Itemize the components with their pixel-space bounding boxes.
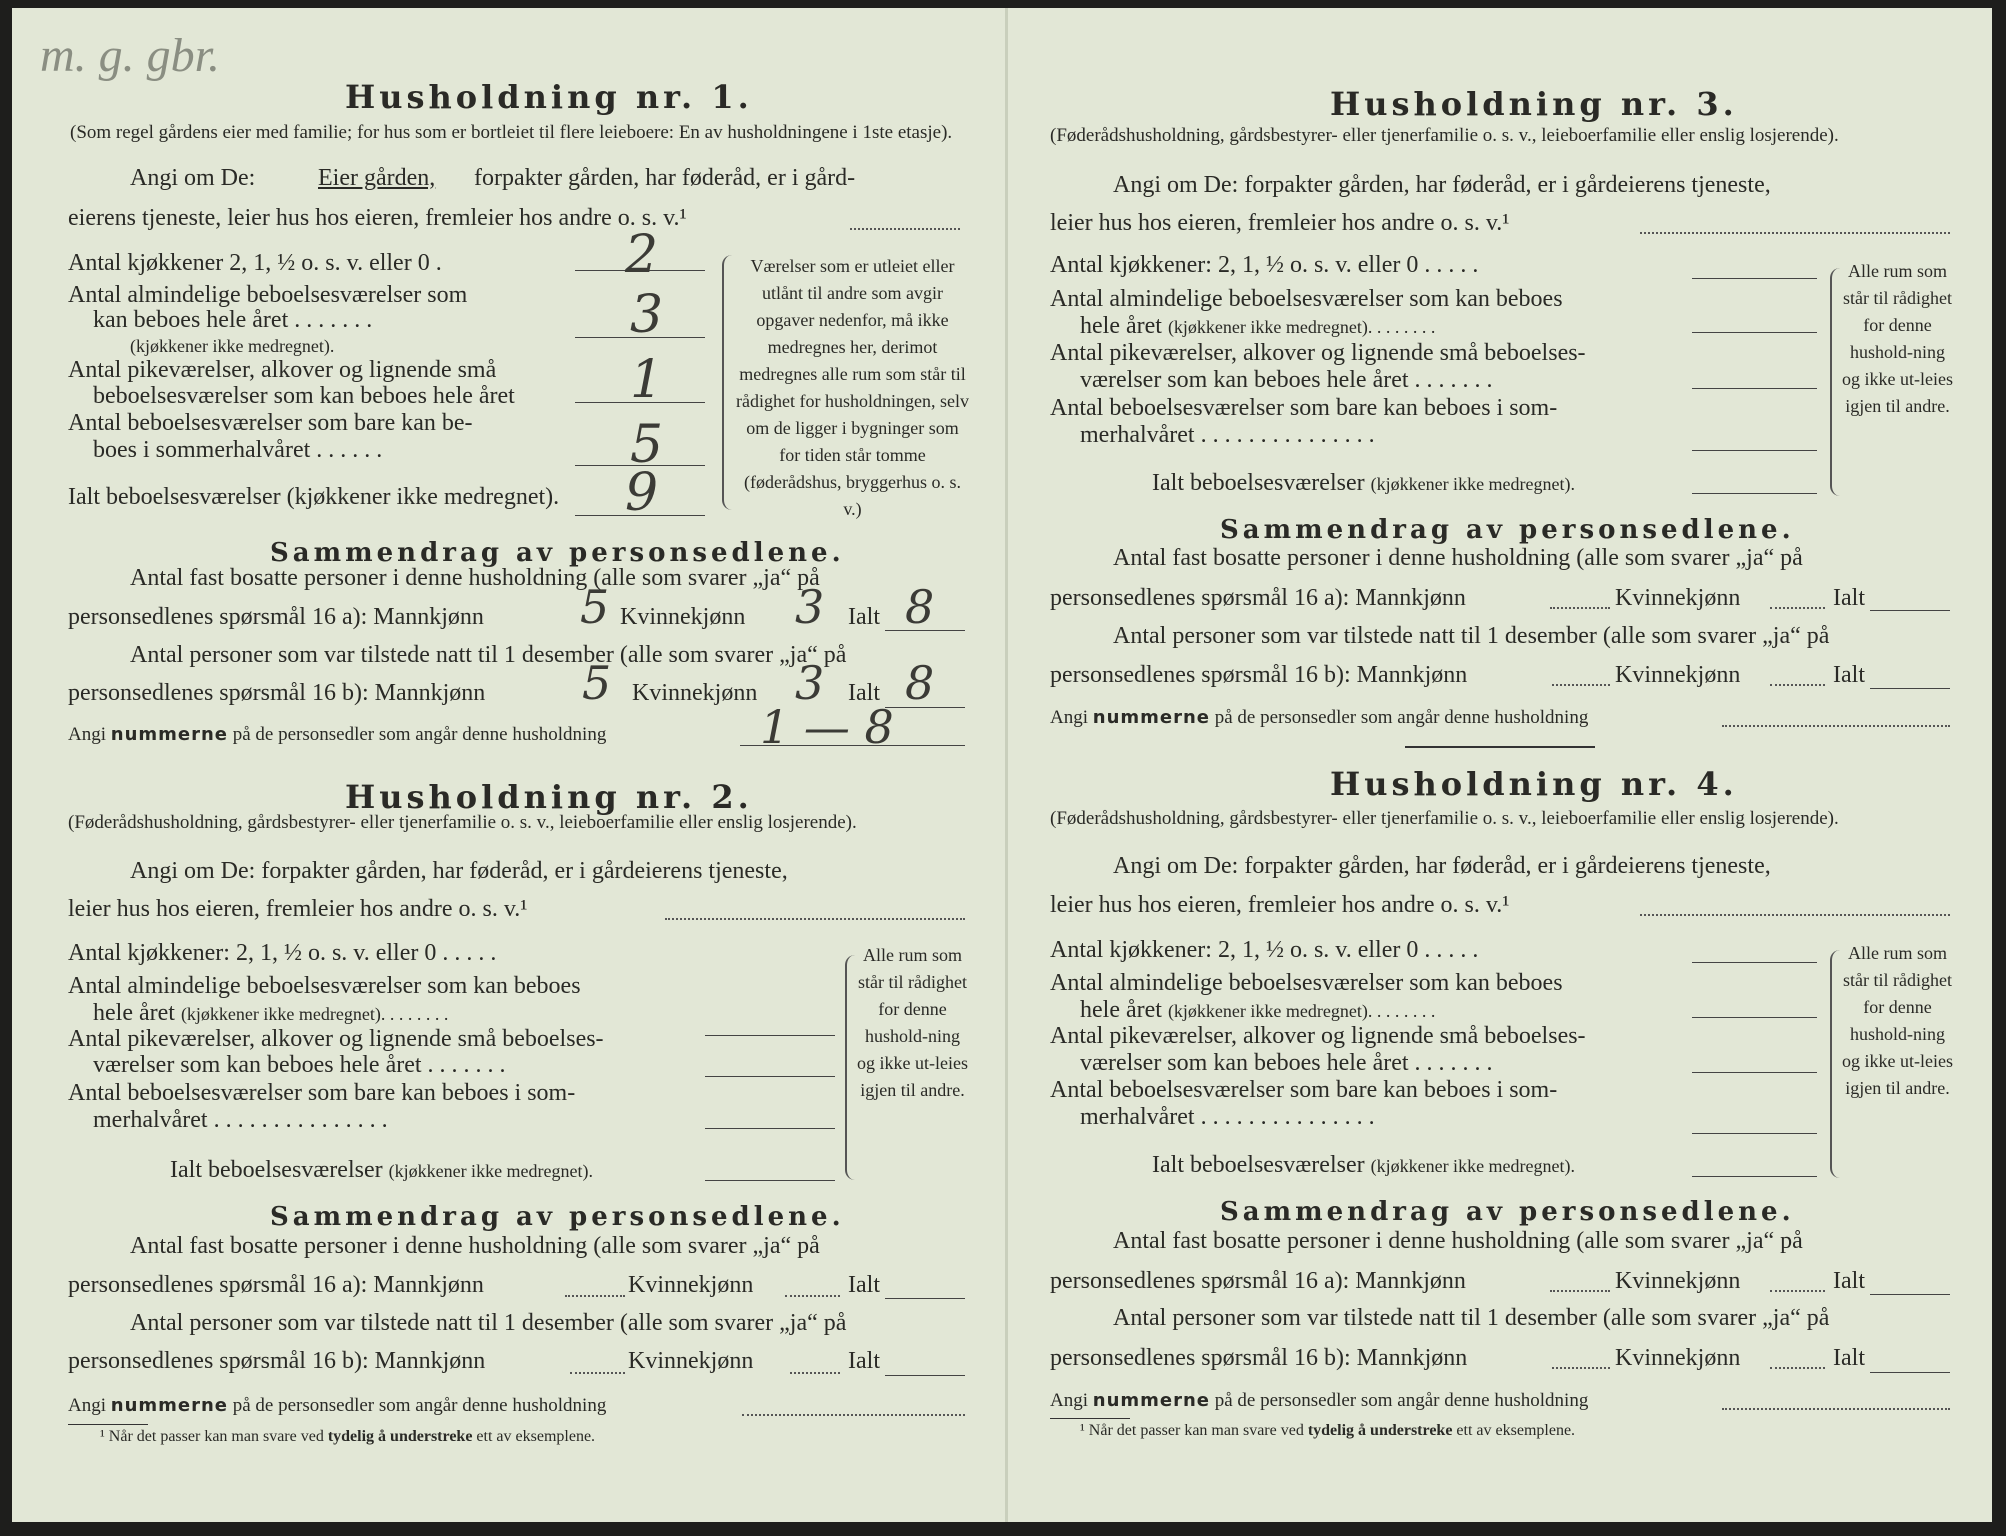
h1-angi-num: Angi nummerne på de personsedler som angår denne husholdning (68, 724, 607, 745)
h1-fast1: Antal fast bosatte personer i denne husholdning (alle som svarer „ja“ på (130, 565, 820, 591)
h2-footnote: ¹ Når det passer kan man svare ved tydelig å understreke ett av eksemplene. (100, 1428, 596, 1445)
h2-pike2: værelser som kan beboes hele året . . . . . . . (93, 1052, 506, 1078)
h1-alm3: (kjøkkener ikke medregnet). (130, 336, 335, 356)
h3-til-i: Ialt (1833, 662, 1865, 688)
h1-num-value: 1 — 8 (760, 700, 894, 754)
h4-fast1: Antal fast bosatte personer i denne husholdning (alle som svarer „ja“ på (1113, 1228, 1803, 1254)
h1-angi-line2: eierens tjeneste, leier hus hos eieren, fremleier hos andre o. s. v.¹ (68, 205, 687, 231)
h2-til2: personsedlenes spørsmål 16 b): Mannkjønn (68, 1348, 486, 1374)
h2-sommer2: merhalvåret . . . . . . . . . . . . . . . (93, 1107, 388, 1133)
h2-alm2: hele året (kjøkkener ikke medregnet). . . . . . . . (93, 1000, 449, 1026)
h1-pike2: beboelsesværelser som kan beboes hele året (93, 383, 515, 409)
h4-fast2: personsedlenes spørsmål 16 a): Mannkjønn (1050, 1268, 1466, 1294)
h4-angi-num: Angi nummerne på de personsedler som angår denne husholdning (1050, 1390, 1589, 1411)
h3-summary-title: Sammendrag av personsedlene. (1220, 515, 1795, 545)
h1-fast-m: personsedlenes spørsmål 16 a): Mannkjønn (68, 604, 484, 630)
h3-sommer2: merhalvåret . . . . . . . . . . . . . . . (1080, 422, 1375, 448)
h1-sommer: Antal beboelsesværelser som bare kan be- (68, 410, 473, 436)
h1-side-note: Værelser som er utleiet eller utlånt til andre som avgir opgaver nedenfor, må ikke medregnes her, derimot medregnes alle rum som står til rådighet for husholdningen, selv om de ligger i bygninger som for tiden står tomme (føderådshus, bryggerhus o. s. v.) (736, 256, 969, 519)
h2-fast1: Antal fast bosatte personer i denne husholdning (alle som svarer „ja“ på (130, 1233, 820, 1259)
h2-alm: Antal almindelige beboelsesværelser som kan beboes (68, 973, 581, 999)
h3-note: (Føderådshusholdning, gårdsbestyrer- eller tjenerfamilie o. s. v., leieboerfamilie eller enslig losjerende). (1050, 125, 1839, 146)
h2-fast-i: Ialt (848, 1272, 880, 1298)
h4-side-note: Alle rum som står til rådighet for denne hushold-ning og ikke ut-leies igjen til andre. (1842, 943, 1953, 1098)
h2-til-i: Ialt (848, 1348, 880, 1374)
h1-til-k: Kvinnekjønn (632, 680, 758, 706)
h3-fast-k: Kvinnekjønn (1615, 585, 1741, 611)
h3-fast-i: Ialt (1833, 585, 1865, 611)
h4-angi2: leier hus hos eieren, fremleier hos andre o. s. v.¹ (1050, 892, 1510, 918)
h1-fast-m-value: 5 (580, 580, 610, 634)
h3-fast2: personsedlenes spørsmål 16 a): Mannkjønn (1050, 585, 1466, 611)
h1-til-m-value: 5 (582, 656, 612, 710)
h1-til-i: Ialt (848, 680, 880, 706)
h3-ialt: Ialt beboelsesværelser (kjøkkener ikke medregnet). (1152, 470, 1576, 496)
page-fold (1005, 8, 1008, 1522)
h3-sommer: Antal beboelsesværelser som bare kan beboes i som- (1050, 395, 1558, 421)
h1-sommer2: boes i sommerhalvåret . . . . . . (93, 437, 383, 463)
h3-til2: personsedlenes spørsmål 16 b): Mannkjønn (1050, 662, 1468, 688)
h2-note: (Føderådshusholdning, gårdsbestyrer- eller tjenerfamilie o. s. v., leieboerfamilie eller enslig losjerende). (68, 812, 857, 833)
h3-angi: Angi om De: forpakter gården, har føderåd, er i gårdeierens tjeneste, (1113, 172, 1771, 198)
h1-eier: Eier gården, (318, 165, 436, 191)
h4-sommer2: merhalvåret . . . . . . . . . . . . . . . (1080, 1104, 1375, 1130)
h2-pike: Antal pikeværelser, alkover og lignende små beboelses- (68, 1026, 604, 1052)
h4-footnote: ¹ Når det passer kan man svare ved tydelig å understreke ett av eksemplene. (1080, 1422, 1576, 1439)
h3-alm: Antal almindelige beboelsesværelser som kan beboes (1050, 286, 1563, 312)
h3-alm2: hele året (kjøkkener ikke medregnet). . . . . . . . (1080, 313, 1436, 339)
h1-total-value: 9 (625, 463, 659, 523)
h1-sommer-value: 5 (630, 415, 664, 475)
h1-angi-rest: forpakter gården, har føderåd, er i gård- (474, 165, 856, 191)
h4-fast-k: Kvinnekjønn (1615, 1268, 1741, 1294)
h4-til-k: Kvinnekjønn (1615, 1345, 1741, 1371)
h2-kjokken: Antal kjøkkener: 2, 1, ½ o. s. v. eller 0 . . . . . (68, 940, 497, 966)
h3-title: Husholdning nr. 3. (1330, 85, 1738, 123)
h1-alm: Antal almindelige beboelsesværelser som (68, 282, 468, 308)
h4-til2: personsedlenes spørsmål 16 b): Mannkjønn (1050, 1345, 1468, 1371)
h4-til-i: Ialt (1833, 1345, 1865, 1371)
h1-til-m: personsedlenes spørsmål 16 b): Mannkjønn (68, 680, 486, 706)
h2-sommer: Antal beboelsesværelser som bare kan beboes i som- (68, 1080, 576, 1106)
h1-ialt: Ialt beboelsesværelser (kjøkkener ikke medregnet). (68, 484, 560, 510)
h1-til-k-value: 3 (795, 656, 825, 710)
h2-side-note: Alle rum som står til rådighet for denne hushold-ning og ikke ut-leies igjen til andre. (857, 945, 968, 1100)
h4-sommer: Antal beboelsesværelser som bare kan beboes i som- (1050, 1077, 1558, 1103)
h2-angi-num: Angi nummerne på de personsedler som angår denne husholdning (68, 1395, 607, 1416)
h3-til1: Antal personer som var tilstede natt til 1 desember (alle som svarer „ja“ på (1113, 623, 1830, 649)
h1-kitchen-value: 2 (625, 225, 659, 285)
h1-fast-i-value: 8 (905, 580, 935, 634)
h4-til1: Antal personer som var tilstede natt til 1 desember (alle som svarer „ja“ på (1113, 1305, 1830, 1331)
h1-fast-k: Kvinnekjønn (620, 604, 746, 630)
h1-pike: Antal pikeværelser, alkover og lignende små (68, 357, 497, 383)
h1-kjokken: Antal kjøkkener 2, 1, ½ o. s. v. eller 0 . (68, 250, 442, 276)
h2-til1: Antal personer som var tilstede natt til 1 desember (alle som svarer „ja“ på (130, 1310, 847, 1336)
h1-til-i-value: 8 (905, 656, 935, 710)
h4-pike: Antal pikeværelser, alkover og lignende små beboelses- (1050, 1023, 1586, 1049)
h4-title: Husholdning nr. 4. (1330, 765, 1738, 803)
h3-pike2: værelser som kan beboes hele året . . . . . . . (1080, 367, 1493, 393)
h4-pike2: værelser som kan beboes hele året . . . . . . . (1080, 1050, 1493, 1076)
h2-angi: Angi om De: forpakter gården, har føderåd, er i gårdeierens tjeneste, (130, 858, 788, 884)
h1-pike-value: 1 (630, 350, 664, 410)
h1-summary-title: Sammendrag av personsedlene. (270, 538, 845, 568)
h3-angi-num: Angi nummerne på de personsedler som angår denne husholdning (1050, 707, 1589, 728)
pencil-note: m. g. gbr. (40, 29, 221, 82)
h1-title: Husholdning nr. 1. (345, 78, 753, 116)
h1-angi: Angi om De: (130, 165, 256, 191)
h4-note: (Føderådshusholdning, gårdsbestyrer- eller tjenerfamilie o. s. v., leieboerfamilie eller enslig losjerende). (1050, 808, 1839, 829)
h3-pike: Antal pikeværelser, alkover og lignende små beboelses- (1050, 340, 1586, 366)
h2-ialt: Ialt beboelsesværelser (kjøkkener ikke medregnet). (170, 1157, 594, 1183)
h4-alm2: hele året (kjøkkener ikke medregnet). . . . . . . . (1080, 997, 1436, 1023)
h2-fast2: personsedlenes spørsmål 16 a): Mannkjønn (68, 1272, 484, 1298)
h4-angi: Angi om De: forpakter gården, har føderåd, er i gårdeierens tjeneste, (1113, 853, 1771, 879)
h3-kjokken: Antal kjøkkener: 2, 1, ½ o. s. v. eller 0 . . . . . (1050, 252, 1479, 278)
h2-summary-title: Sammendrag av personsedlene. (270, 1202, 845, 1232)
h1-til1: Antal personer som var tilstede natt til 1 desember (alle som svarer „ja“ på (130, 642, 847, 668)
h3-fast1: Antal fast bosatte personer i denne husholdning (alle som svarer „ja“ på (1113, 545, 1803, 571)
h4-summary-title: Sammendrag av personsedlene. (1220, 1197, 1795, 1227)
h3-til-k: Kvinnekjønn (1615, 662, 1741, 688)
h3-angi2: leier hus hos eieren, fremleier hos andre o. s. v.¹ (1050, 210, 1510, 236)
h1-fast-i: Ialt (848, 604, 880, 630)
h4-ialt: Ialt beboelsesværelser (kjøkkener ikke medregnet). (1152, 1152, 1576, 1178)
h2-fast-k: Kvinnekjønn (628, 1272, 754, 1298)
h1-alm2: kan beboes hele året . . . . . . . (93, 307, 373, 333)
h3-side-note: Alle rum som står til rådighet for denne hushold-ning og ikke ut-leies igjen til andre. (1842, 261, 1953, 416)
h1-fast-k-value: 3 (795, 580, 825, 634)
h1-note: (Som regel gårdens eier med familie; for hus som er bortleiet til flere leieboere: En av husholdningene i 1ste etasje). (70, 122, 953, 143)
h4-fast-i: Ialt (1833, 1268, 1865, 1294)
h4-kjokken: Antal kjøkkener: 2, 1, ½ o. s. v. eller 0 . . . . . (1050, 937, 1479, 963)
h2-til-k: Kvinnekjønn (628, 1348, 754, 1374)
h4-alm: Antal almindelige beboelsesværelser som kan beboes (1050, 970, 1563, 996)
h2-angi2: leier hus hos eieren, fremleier hos andre o. s. v.¹ (68, 896, 528, 922)
h1-alm-value: 3 (630, 285, 664, 345)
h2-title: Husholdning nr. 2. (345, 778, 753, 816)
